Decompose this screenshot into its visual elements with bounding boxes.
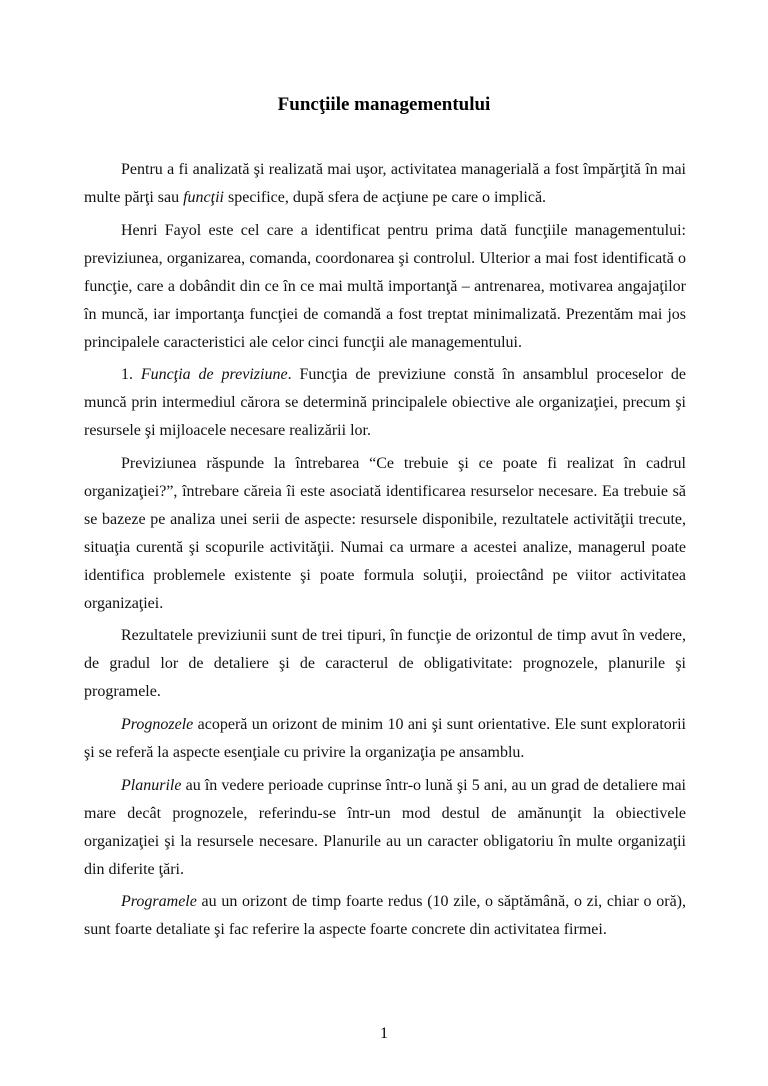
- page-number: 1: [380, 1025, 388, 1042]
- italic-term: Prognozele: [121, 715, 194, 733]
- italic-term: Programele: [121, 893, 197, 911]
- paragraph: [84, 711, 686, 767]
- paragraph: [84, 156, 686, 212]
- paragraph: [84, 622, 686, 706]
- paragraph-text: Pentru a fi analizată şi realizată mai uşor, activitatea managerială a fost împărţită în mai multe părţi sau: [84, 161, 686, 206]
- paragraph-text: acoperă un orizont de minim 10 ani şi sunt orientative. Ele sunt exploratorii şi se referă la aspecte esenţiale cu privire la organizaţia pe ansamblu.: [84, 715, 686, 761]
- paragraph-text: au un orizont de timp foarte redus (10 zile, o săptămână, o zi, chiar o oră), sunt foarte detaliate şi fac referire la aspecte foarte concrete din activitatea firmei.: [84, 893, 686, 939]
- paragraph: [84, 772, 686, 884]
- paragraph-text: Henri Fayol este cel care a identificat pentru prima dată funcţiile managementului: previziunea, organizarea, comanda, coordonarea şi controlul. Ulterior a mai fost identificată o funcţie, care a dobândit din ce în ce mai multă importanţă – antrenarea, motivarea angajaţilor în muncă, iar importanţa funcţiei de comandă a fost treptat minimalizată. Prezentăm mai jos principalele caracteristici ale celor cinci funcţii ale managementului.: [84, 221, 686, 351]
- paragraph-text: 1.: [121, 366, 141, 384]
- italic-term: Planurile: [121, 776, 182, 794]
- paragraph-text: . Funcţia de previziune constă în ansamblul proceselor de muncă prin intermediul cărora se determină principalele obiective ale organizaţiei, precum şi resursele şi mijloacele necesare realizării lor.: [84, 366, 687, 440]
- paragraph-text: Rezultatele previziunii sunt de trei tipuri, în funcţie de orizontul de timp avut în vedere, de gradul lor de detaliere şi de caracterul de obligativitate: prognozele, planurile şi programele.: [84, 627, 686, 701]
- paragraph: [84, 450, 686, 618]
- paragraph: [84, 361, 686, 445]
- paragraph-text: Previziunea răspunde la întrebarea “Ce trebuie şi ce poate fi realizat în cadrul organizaţiei?”, întrebare căreia îi este asociată identificarea resurselor necesare. Ea trebuie să se bazeze pe analiza unei serii de aspecte: resursele disponibile, rezultatele activităţii trecute, situaţia curentă şi scopurile activităţii. Numai ca urmare a acestei analize, managerul poate identifica problemele existente şi poate formula soluţii, proiectând pe viitor activitatea organizaţiei.: [84, 454, 686, 612]
- paragraph-text: specifice, după sfera de acţiune pe care o implică.: [223, 189, 547, 206]
- document-body: [84, 156, 686, 949]
- paragraph: [84, 888, 686, 944]
- italic-term: funcţii: [183, 189, 224, 206]
- paragraph: [84, 217, 686, 357]
- paragraph-text: au în vedere perioade cuprinse într-o lună şi 5 ani, au un grad de detaliere mai mare decât prognozele, referindu-se într-un mod destul de amănunţit la obiectivele organizaţiei şi la resursele necesare. Planurile au un caracter obligatoriu în multe organizaţii din diferite ţări.: [84, 776, 686, 878]
- italic-term: Funcţia de previziune: [140, 366, 288, 384]
- page-title: Funcţiile managementului: [277, 94, 491, 115]
